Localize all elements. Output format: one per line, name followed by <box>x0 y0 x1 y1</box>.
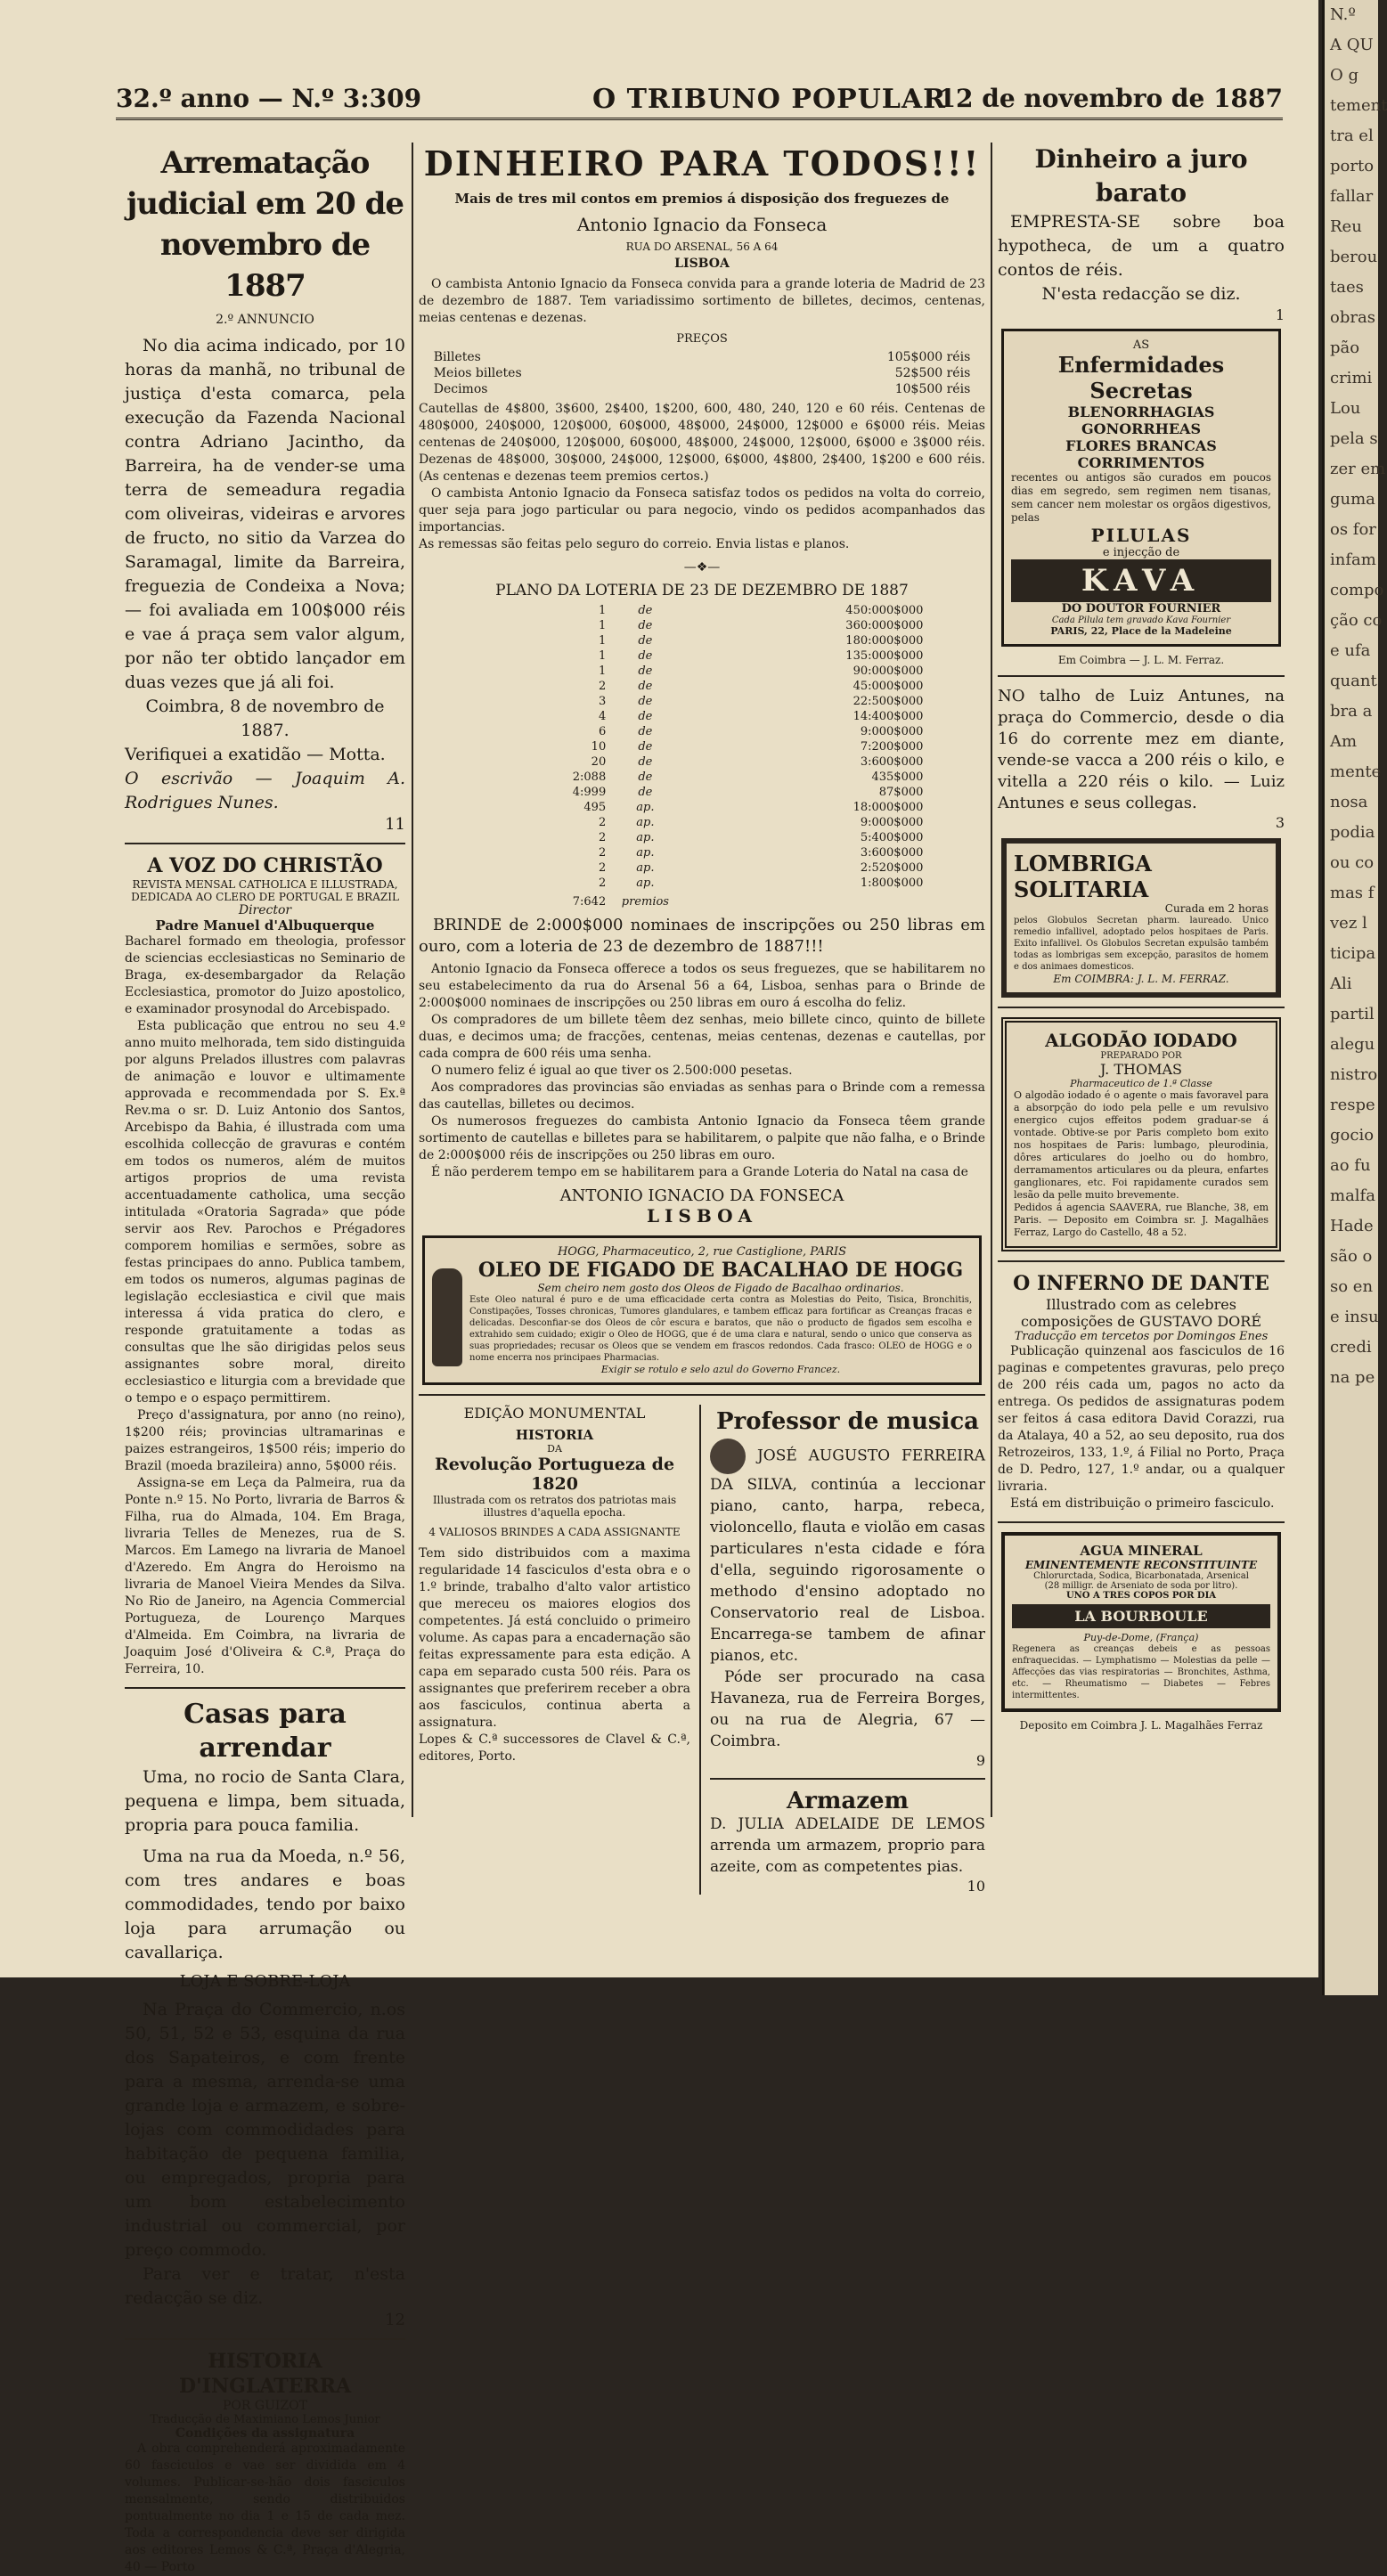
historia-body: A obra comprehenderá aproximadamente 60 fasciculos e vae ser dividida em 4 volumes. Publicar-se-hão dois fasciculos mensalmente, sendo distribuidos pontualmente no dia 1 e 15 de cada mez. Toda a correspondencia deve ser dirigida aos editores Lemos & C.ª, Praça d'Alegria, 40 — Porto <box>125 2441 405 2574</box>
plano-count: 2 <box>598 846 607 860</box>
table-row <box>476 845 929 860</box>
adjacent-page-fragment: tra el <box>1330 126 1374 145</box>
plano-value: 9:000$000 <box>860 816 924 829</box>
adjacent-page-fragment: na pe <box>1330 1368 1375 1387</box>
professor-title: Professor de musica <box>715 1408 980 1435</box>
kava-as: AS <box>1132 338 1150 352</box>
ad-number: 1 <box>1275 306 1285 323</box>
plano-value: 435$000 <box>871 770 924 784</box>
plano-mode: ap. <box>636 816 655 829</box>
table-row <box>476 648 929 664</box>
edicao-revol: Revolução Portugueza de 1820 <box>434 1455 675 1494</box>
divider <box>125 1687 405 1689</box>
table-row <box>476 770 929 785</box>
ad-number: 12 <box>385 2311 405 2329</box>
voz-sub1: REVISTA MENSAL CATHOLICA E ILLUSTRADA, <box>132 878 398 891</box>
lombriga-sub: Curada em 2 horas <box>1164 902 1269 915</box>
edicao-editors: Lopes & C.ª successores de Clavel & C.ª, editores, Porto. <box>419 1732 691 1764</box>
inferno-title: O INFERNO DE DANTE <box>1013 1272 1269 1295</box>
adjacent-page-fragment: e ufa <box>1330 641 1371 660</box>
kava-paris: PARIS, 22, Place de la Madeleine <box>1050 625 1232 637</box>
small-text-2: Os compradores de um billete têem dez senhas, meio billete cinco, quinto de billete duas, e decimos uma; de fracções, centenas, meias centenas, dezenas e cautellas, por cada compra de 600 réis uma senha. <box>419 1013 985 1061</box>
plano-count: 4 <box>598 710 607 723</box>
edicao-ad <box>419 1405 690 1895</box>
kava-l1: BLENORRHAGIAS <box>1067 404 1215 420</box>
precos-table <box>430 349 975 397</box>
table-row <box>476 633 929 648</box>
plano-mode: ap. <box>636 801 655 814</box>
plano-mode: de <box>638 649 653 663</box>
adjacent-page-fragment: fallar <box>1330 187 1374 206</box>
adjacent-page-fragment: alegu <box>1330 1035 1375 1054</box>
column-left <box>125 143 405 2574</box>
adjacent-page-fragment: ou co <box>1330 853 1375 872</box>
plano-table <box>476 603 929 891</box>
plano-count: 2:088 <box>572 770 607 784</box>
edicao-hist: HISTORIA <box>515 1427 594 1443</box>
hogg-top: HOGG, Pharmaceutico, 2, rue Castiglione, PARIS <box>557 1245 847 1259</box>
fonseca-city: LISBOA <box>674 257 730 271</box>
small-text-3: O numero feliz é igual ao que tiver os 2.500:000 pesetas. <box>431 1064 793 1078</box>
kava-coimbra: Em Coimbra — J. L. M. Ferraz. <box>1057 654 1225 666</box>
arrematacao-escrivao: O escrivão — Joaquim A. Rodrigues Nunes. <box>125 769 405 812</box>
hogg-sub: Sem cheiro nem gosto dos Oleos de Figado de Bacalhao ordinarios. <box>537 1282 904 1294</box>
plano-total-n: 7:642 <box>572 895 607 909</box>
voz-director-label: Director <box>238 903 292 917</box>
table-row <box>476 800 929 815</box>
divider <box>125 2338 405 2340</box>
inferno-trad: Traducção em tercetos por Domingos Enes <box>1014 1330 1269 1343</box>
historia-cond: Condições da assignatura <box>175 2426 355 2441</box>
adjacent-page-fragment: partil <box>1330 1005 1375 1023</box>
plano-mode: ap. <box>636 876 655 890</box>
kava-logo: KAVA <box>1011 559 1271 602</box>
armazem-title: Armazem <box>786 1788 910 1814</box>
table-row <box>476 709 929 724</box>
lombriga-coimbra: Em COIMBRA: J. L. M. FERRAZ. <box>1053 973 1229 985</box>
price-value: 52$500 réis <box>894 366 971 380</box>
plano-value: 87$000 <box>878 786 924 799</box>
plano-mode: de <box>638 786 653 799</box>
voz-body4: Assigna-se em Leça da Palmeira, rua da Ponte n.º 15. No Porto, livraria de Barros & Filha, rua do Almada, 104. Em Braga, livraria Telles de Menezes, rua de S. Marcos. Em Lamego na livraria de Manoel d'Azeredo. Em Angra do Heroismo na livraria de Manoel Vieira Mendes da Silva. No Rio de Janeiro, na Agencia Commercial Portugueza, de Lourenço Marques d'Almeida. Em Coimbra, na livraria de Joaquim José d'Oliveira & C.ª, Praça do Ferreira, 10. <box>125 1476 405 1676</box>
agua-mg: (28 milligr. de Arseniato de soda por litro). <box>1044 1581 1238 1591</box>
juro-where: N'esta redacção se diz. <box>1041 284 1241 304</box>
professor-body: JOSÉ AUGUSTO FERREIRA DA SILVA, continúa a leccionar piano, canto, harpa, rebeca, violoncello, flauta e violão em casas particulares n'esta cidade e fóra d'ella, seguindo rigorosamente o methodo d'ensino adoptado no Conservatorio real de Lisboa. Encarrega-se tambem de afinar pianos, etc. <box>710 1447 986 1665</box>
plano-count: 1 <box>598 619 607 632</box>
fonseca-name: Antonio Ignacio da Fonseca <box>576 214 828 235</box>
arrematacao-body: No dia acima indicado, por 10 horas da manhã, no tribunal de justiça d'esta comarca, pela execução da Fazenda Nacional contra Adriano Jacintho, da Barreira, ha de vender-se uma terra de semeadura regadia com oliveiras, videiras e arvores de fructo, no sitio da Varzea do Saramagal, limite da Barreira, freguezia de Condeixa a Nova; — foi avaliada em 100$000 réis e vae á praça sem valor algum, por não ter obtido lançador em duas vezes que já ali foi. <box>125 336 405 692</box>
plano-mode: ap. <box>636 846 655 860</box>
table-row <box>476 785 929 800</box>
plano-mode: de <box>638 770 653 784</box>
adjacent-page-fragment: tement <box>1330 96 1387 115</box>
adjacent-page-fragment: pão <box>1330 338 1360 357</box>
juro-title: Dinheiro a juro barato <box>1034 144 1248 208</box>
fonseca-signature-city: LISBOA <box>646 1205 758 1227</box>
plano-total <box>476 894 929 909</box>
voz-sub2: DEDICADA AO CLERO DE PORTUGAL E BRAZIL <box>131 891 399 903</box>
divider <box>125 843 405 844</box>
arrematacao-verif: Verifiquei a exatidão — Motta. <box>125 745 386 764</box>
plano-mode: de <box>638 634 653 648</box>
divider <box>998 1007 1285 1008</box>
fonseca-addr: RUA DO ARSENAL, 56 A 64 <box>625 240 779 253</box>
agua-body: Regenera as creanças debeis e as pessoas enfraquecidas. — Lymphatismo — Molestias da pelle — Affecções das vias respiratorias — Bronchites, Asthma, etc. — Rheumatismo — Diabetes — Febres intermittentes. <box>1012 1644 1270 1700</box>
agua-name: LA BOURBOULE <box>1012 1604 1270 1628</box>
kava-dr: DO DOUTOR FOURNIER <box>1061 602 1221 615</box>
voz-body1: Bacharel formado em theologia, professor de sciencias ecclesiasticas no Seminario de Braga, ex-desembargador da Relação Ecclesiastica, promotor do Juizo apostolico, e examinador prosynodal do Arcebispado. <box>125 934 405 1016</box>
adjacent-page-fragment: Ali <box>1330 974 1352 993</box>
algodao-name: J. THOMAS <box>1100 1061 1182 1078</box>
agua-dose: UNO A TRES COPOS POR DIA <box>1065 1591 1217 1601</box>
plano-value: 135:000$000 <box>845 649 924 663</box>
edicao-brindes: 4 VALIOSOS BRINDES A CADA ASSIGNANTE <box>428 1526 681 1538</box>
plano-mode: de <box>638 680 653 693</box>
adjacent-page-fragment: crimi <box>1330 369 1373 387</box>
table-row <box>430 349 975 365</box>
voz-title: A VOZ DO CHRISTÃO <box>147 854 383 877</box>
table-row <box>476 739 929 754</box>
divider <box>998 675 1285 677</box>
voz-body2: Esta publicação que entrou no seu 4.º anno muito melhorada, tem sido distinguida por alguns Prelados illustres com palavras de animação e louvor e ultimamente approvada e recommendada por S. Ex.ª Rev.ma o sr. D. Luiz Antonio dos Santos, Arcebispo da Bahia, é illustrada com uma escolhida collecção de gravuras e contém em todos os numeros, além de muitos artigos proprios de uma revista accentuadamente catholica, uma secção intitulada «Oratoria Sagrada» que póde servir aos Rev. Parochos e Prégadores comporem homilias e sermões, sobre as festas principaes do anno. Publica tambem, em todos os numeros, algumas paginas de legislação ecclesiastica e civil que mais interessa á vida pratica do clero, e responde gratuitamente a todas as consultas que lhe são dirigidas pelos seus assignantes sobre moral, direito ecclesiastico e liturgia com a brevidade que o tempo e o espaço permittirem. <box>125 1019 405 1406</box>
adjacent-page-fragment: compo <box>1330 581 1384 599</box>
divider <box>419 1394 985 1396</box>
plano-count: 1 <box>598 664 607 678</box>
inferno-body: Publicação quinzenal aos fasciculos de 16 paginas e competentes gravuras, pelo preço de 200 réis cada um, pagos no acto da entrega. Os pedidos de assignaturas podem ser feitos á casa editora David Corazzi, rua da Atalaya, 40 a 52, ao seu deposito, rua dos Retrozeiros, 133, 1.º, á Filial no Porto, Praça de D. Pedro, 127, 1.º andar, ou a qualquer livraria. <box>998 1344 1285 1494</box>
precos-label: PREÇOS <box>676 332 728 346</box>
plano-count: 4:999 <box>572 786 607 799</box>
adjacent-page-fragment: respe <box>1330 1096 1375 1114</box>
masthead <box>116 82 1283 120</box>
talho-body: NO talho de Luiz Antunes, na praça do Commercio, desde o dia 16 do corrente mez em diante, vende-se vacca a 200 réis o kilo, e vitella a 220 réis o kilo. — Luiz Antunes e seus collegas. <box>998 687 1285 812</box>
plano-value: 450:000$000 <box>845 604 924 617</box>
arrematacao-sub: 2.º ANNUNCIO <box>216 313 314 327</box>
adjacent-page-fragment: podia <box>1330 823 1375 842</box>
plano-total-label: premios <box>621 895 669 909</box>
adjacent-page-fragment: ticipa <box>1330 944 1376 963</box>
plano-value: 5:400$000 <box>860 831 924 844</box>
plano-mode: de <box>638 725 653 738</box>
adjacent-page-fragment: mente <box>1330 762 1382 781</box>
algodao-ad <box>1001 1017 1281 1251</box>
plano-value: 3:600$000 <box>860 755 924 769</box>
casas-p4: Para ver e tratar, n'esta redacção se diz. <box>125 2264 405 2308</box>
algodao-body: O algodão iodado é o agente o mais favoravel para a absorpção do iodo pela pelle e um revulsivo energico cujos effeitos podem graduar-se á vontade. Obtive-se por Paris completo bom exito nos hospitaes de Paris: lumbago, pleurodinia, dôres articulares do joelho ou do hombro, derramamentos articulares ou da pleura, enfartes ganglionares, etc. Foi rapidamente curados sem lesão da pelle muito brevemente. <box>1014 1089 1269 1201</box>
plano-count: 1 <box>598 634 607 648</box>
plano-count: 2 <box>598 876 607 890</box>
agua-ad <box>1001 1532 1281 1712</box>
adjacent-page-fragment: quant <box>1330 672 1377 690</box>
armazem-body: D. JULIA ADELAIDE DE LEMOS arrenda um armazem, proprio para azeite, com as competentes pias. <box>710 1815 986 1876</box>
price-item: Decimos <box>433 382 488 396</box>
adjacent-page-fragment: N.º <box>1330 5 1356 24</box>
adjacent-page-fragment: ção co <box>1330 611 1383 630</box>
plano-count: 1 <box>598 649 607 663</box>
plano-count: 3 <box>598 695 607 708</box>
adjacent-page-fragment: pela s <box>1330 429 1378 448</box>
casas-p3: Na Praça do Commercio, n.os 50, 51, 52 e 53, esquina da rua dos Sapateiros, e com frente para a mesma, arrenda-se uma grande loja e armazem, e sobre-lojas com commodidades para habitação de pequena familia, ou empregados, propria para um bom estabelecimento industrial ou commercial, por preço commodo. <box>125 2000 405 2260</box>
table-row <box>476 694 929 709</box>
dinheiro-sub: Mais de tres mil contos em premios á disposição dos freguezes de <box>454 191 950 207</box>
table-row <box>476 724 929 739</box>
plano-mode: de <box>638 619 653 632</box>
plano-value: 9:000$000 <box>860 725 924 738</box>
adjacent-page-fragment: so en <box>1330 1277 1374 1296</box>
adjacent-page-fragment: vez l <box>1330 914 1367 933</box>
agua-title: AGUA MINERAL <box>1080 1543 1203 1559</box>
adjacent-page-fragment: Lou <box>1330 399 1361 418</box>
table-row <box>476 876 929 891</box>
newspaper-title: O TRIBUNO POPULAR <box>592 84 947 115</box>
issue-date: 12 de novembro de 1887 <box>938 84 1283 113</box>
table-row <box>430 365 975 381</box>
adjacent-page-fragment: Hade <box>1330 1217 1374 1235</box>
agua-sub: EMINENTEMENTE RECONSTITUINTE <box>1024 1559 1258 1571</box>
professor-ad <box>710 1405 985 1895</box>
column-rule-2 <box>991 143 992 1817</box>
column-center <box>419 143 986 1895</box>
loja-title: LOJA E SOBRE-LOJA <box>179 1972 351 1991</box>
casas-title: Casas para arrendar <box>184 1699 347 1764</box>
plano-value: 2:520$000 <box>860 861 924 875</box>
dinheiro-note1: O cambista Antonio Ignacio da Fonseca satisfaz todos os pedidos na volta do correio, quer seja para jogo particular ou para negocio, vindo os pedidos acompanhados das importancias. <box>419 486 985 534</box>
algodao-depot: Pedidos á agencia SAAVERA, rue Blanche, 38, em Paris. — Deposito em Coimbra sr. J. Magalhães Ferraz, Largo do Castello, 48 a 52. <box>1014 1202 1269 1238</box>
small-text-1: Antonio Ignacio da Fonseca offerece a todos os seus freguezes, que se habilitarem no seu estabelecimento da rua do Arsenal 56 a 64, Lisboa, senhas para o Brinde de 2:000$000 nominaes de inscripções ou 250 libras em ouro á escolha do feliz. <box>419 962 985 1010</box>
prices-text: Cautellas de 4$800, 3$600, 2$400, 1$200, 600, 480, 240, 120 e 60 réis. Centenas de 480$000, 240$000, 120$000, 60$000, 48$000, 24$000, 12$000 e 6$000 réis. Meias centenas de 240$000, 120$000, 60$000, 48$000, 24$000, 12$000, 6$000 e 3$000 réis. Dezenas de 48$000, 30$000, 24$000, 12$000, 6$000, 4$800, 2$400, 1$200 e 600 réis. (As centenas e dezenas teem premios certos.) <box>419 402 985 484</box>
adjacent-page-fragment: berou <box>1330 248 1378 266</box>
plano-count: 2 <box>598 861 607 875</box>
plano-count: 10 <box>591 740 607 754</box>
ornament-divider: —❖— <box>683 560 721 575</box>
column-rule-1 <box>412 143 413 1817</box>
plano-value: 180:000$000 <box>845 634 924 648</box>
arrematacao-place: Coimbra, 8 de novembro de 1887. <box>145 697 385 740</box>
plano-mode: de <box>638 755 653 769</box>
divider <box>710 1778 985 1780</box>
algodao-title: ALGODÃO IODADO <box>1045 1030 1237 1051</box>
casas-p2: Uma na rua da Moeda, n.º 56, com tres andares e boas commodidades, tendo por baixo loja para arrumação ou cavallariça. <box>125 1846 405 1962</box>
plano-count: 2 <box>598 831 607 844</box>
plano-value: 3:600$000 <box>860 846 924 860</box>
adjacent-page-fragment: os for <box>1330 520 1376 539</box>
kava-injec: e injecção de <box>1102 546 1180 559</box>
adjacent-page-fragment: infam <box>1330 550 1376 569</box>
lombriga-body: pelos Globulos Secretan pharm. laureado. Unico remedio infallivel, adoptado pelos hospitaes de Paris. Exito infallivel. Os Globulos Secretan expulsão também todas as lombrigas sem excepção, parasitos de homem e dos animaes domesticos. <box>1014 916 1269 972</box>
kava-l3: FLORES BRANCAS <box>1065 437 1217 454</box>
adjacent-page-fragment: nosa <box>1330 793 1368 811</box>
adjacent-page-fragment: Am <box>1330 732 1358 751</box>
agua-comp: Chlorurctada, Sodica, Bicarbonatada, Arsenical <box>1033 1571 1249 1581</box>
table-row <box>476 815 929 830</box>
plano-count: 2 <box>598 680 607 693</box>
adjacent-page-fragment: porto <box>1330 157 1375 175</box>
adjacent-page-fragment: Reu <box>1330 217 1362 236</box>
plano-value: 360:000$000 <box>845 619 924 632</box>
seal-icon <box>710 1439 746 1474</box>
adjacent-page-fragment: guma <box>1330 490 1375 509</box>
adjacent-page-fragment: credi <box>1330 1338 1372 1357</box>
edicao-illus: Illustrada com os retratos dos patriotas mais illustres d'aquella epocha. <box>432 1494 677 1519</box>
arrematacao-title: Arrematação judicial em 20 de novembro de 1887 <box>126 145 404 304</box>
issue-number: 32.º anno — N.º 3:309 <box>116 84 422 113</box>
table-row <box>476 894 929 909</box>
plano-count: 20 <box>591 755 607 769</box>
dinheiro-note2: As remessas são feitas pelo seguro do correio. Envia listas e planos. <box>419 537 850 551</box>
voz-body3: Preço d'assignatura, por anno (no reino), 1$200 réis; provincias ultramarinas e paizes estrangeiros, 1$500 réis; imperio do Brazil (moeda brazileira) anno, 5$000 réis. <box>125 1408 405 1473</box>
table-row <box>476 664 929 679</box>
voz-director: Padre Manuel d'Albuquerque <box>155 917 375 933</box>
adjacent-page-fragment: ao fu <box>1330 1156 1371 1175</box>
ad-number: 3 <box>1275 814 1285 831</box>
plano-value: 14:400$000 <box>853 710 924 723</box>
ad-number: 11 <box>385 815 405 834</box>
plano-count: 495 <box>583 801 607 814</box>
plano-mode: ap. <box>636 861 655 875</box>
price-item: Meios billetes <box>433 366 522 380</box>
kava-body: recentes ou antigos são curados em poucos dias em segredo, sem regimen nem tisanas, sem cancer nem molestar os orgãos digestivos, pelas <box>1011 471 1271 524</box>
inferno-sub: Illustrado com as celebres composições de GUSTAVO DORÉ <box>1020 1296 1262 1330</box>
adjacent-page-fragment: gocio <box>1330 1126 1375 1145</box>
small-text-6: É não perderem tempo em se habilitarem para a Grande Loteria do Natal na casa de <box>431 1165 968 1179</box>
plano-title: PLANO DA LOTERIA DE 23 DE DEZEMBRO DE 1887 <box>495 582 909 599</box>
plano-value: 18:000$000 <box>853 801 924 814</box>
column-rule-inner <box>699 1405 701 1895</box>
table-row <box>476 830 929 845</box>
table-row <box>476 618 929 633</box>
plano-mode: ap. <box>636 831 655 844</box>
dinheiro-title: DINHEIRO PARA TODOS!!! <box>423 143 981 183</box>
table-row <box>476 679 929 694</box>
plano-count: 6 <box>598 725 607 738</box>
kava-pilulas: PILULAS <box>1090 525 1192 546</box>
juro-body: EMPRESTA-SE sobre boa hypotheca, de um a quatro contos de réis. <box>998 212 1285 280</box>
divider <box>998 1521 1285 1523</box>
adjacent-page-fragment: mas f <box>1330 884 1375 902</box>
adjacent-page-fragment: taes <box>1330 278 1364 297</box>
price-value: 105$000 réis <box>886 350 971 364</box>
inferno-distr: Está em distribuição o primeiro fasciculo. <box>1010 1496 1275 1511</box>
plano-value: 1:800$000 <box>860 876 924 890</box>
plano-value: 90:000$000 <box>853 664 924 678</box>
edicao-title: EDIÇÃO MONUMENTAL <box>463 1405 646 1422</box>
brinde-text: BRINDE de 2:000$000 nominaes de inscripções ou 250 libras em ouro, com a loteria de 23 de dezembro de 1887!!! <box>419 916 985 956</box>
plano-count: 2 <box>598 816 607 829</box>
dinheiro-intro: O cambista Antonio Ignacio da Fonseca convida para a grande loteria de Madrid de 23 de dezembro de 1887. Tem variadissimo sortimento de billetes, decimos, centenas, meias centenas e dezenas. <box>419 277 985 325</box>
casas-p1: Uma, no rocio de Santa Clara, pequena e limpa, bem situada, propria para pouca familia. <box>125 1767 405 1835</box>
plano-mode: de <box>638 710 653 723</box>
hogg-title: OLEO DE FIGADO DE BACALHAO DE HOGG <box>477 1259 964 1282</box>
kava-dr-sub: Cada Pilula tem gravado Kava Fournier <box>1051 615 1231 625</box>
kava-ad <box>1001 329 1281 647</box>
adjacent-page-fragment: nistro <box>1330 1065 1378 1084</box>
historia-title: HISTORIA D'INGLATERRA <box>178 2350 352 2398</box>
agua-place: Puy-de-Dome, (França) <box>1083 1632 1199 1643</box>
table-row <box>476 603 929 618</box>
table-row <box>476 860 929 876</box>
column-right <box>998 143 1285 1835</box>
adjacent-page-fragment: obras <box>1330 308 1375 327</box>
algodao-prep: PREPARADO POR <box>1100 1051 1182 1061</box>
historia-por: POR GUIZOT <box>223 2399 307 2413</box>
adjacent-page <box>1322 0 1387 1995</box>
small-text-5: Os numerosos freguezes do cambista Antonio Ignacio da Fonseca têem grande sortimento de cautellas e billetes para se habilitarem, o palpite que não falha, e o Brinde de 2:000$000 réis de inscripções ou 250 libras em ouro. <box>419 1114 985 1162</box>
adjacent-page-fragment: malfa <box>1330 1186 1375 1205</box>
adjacent-page-fragment: zer em <box>1330 460 1386 478</box>
edicao-da: DA <box>547 1443 562 1455</box>
adjacent-page-fragment: A QU <box>1330 36 1374 54</box>
plano-count: 1 <box>598 604 607 617</box>
agua-depot: Deposito em Coimbra J. L. Magalhães Ferraz <box>1019 1719 1263 1732</box>
historia-trad: Traducção de Maximiano Lemos Junior <box>150 2413 380 2426</box>
price-item: Billetes <box>433 350 481 364</box>
hogg-ad <box>422 1235 982 1385</box>
lombriga-title: LOMBRIGA SOLITARIA <box>1014 851 1152 902</box>
table-row <box>430 381 975 397</box>
kava-l4: CORRIMENTOS <box>1077 454 1205 471</box>
hogg-body: Este Oleo natural é puro e de uma efficacidade certa contra as Molestias do Peito, Tisica, Bronchitis, Constipações, Tosses chronicas, Tumores glandulares, e tambem efficaz para fortificar as Creanças fracas e delicadas. Desconfiar-se dos Oleos de côr escura e baratos, que não o producto de figados sem escolha e extrahido sem cuidado; exigir o Oleo de HOGG, que é de uma clara e natural, sendo o unico que conserva as suas propriedades; recusar os Oleos que se vendem em frascos redondos. Cada frasco: OLEO de HOGG e o nome encerra nos principaes Pharmacias. <box>469 1295 972 1363</box>
ad-number: 9 <box>975 1752 986 1769</box>
edicao-body: Tem sido distribuidos com a maxima regularidade 14 fasciculos d'esta obra e o 1.º brinde, trabalho d'alto valor artistico que mereceu os maiores elogios dos competentes. Já está concluido o primeiro volume. As capas para a encadernação são feitas expressamente para esta edição. A capa em separado custa 500 réis. Para os assignantes que preferirem receber a obra aos fasciculos, continua aberta a assignatura. <box>419 1546 691 1730</box>
table-row <box>476 754 929 770</box>
adjacent-page-fragment: bra a <box>1330 702 1373 721</box>
plano-value: 45:000$000 <box>853 680 924 693</box>
kava-l2: GONORRHEAS <box>1081 420 1202 437</box>
ad-number: 10 <box>967 1878 986 1895</box>
price-value: 10$500 réis <box>894 382 971 396</box>
divider <box>998 1260 1285 1262</box>
bottle-icon <box>432 1268 462 1366</box>
lombriga-ad <box>1001 838 1281 998</box>
small-text-4: Aos compradores das provincias são enviadas as senhas para o Brinde com a remessa das cautellas, billetes ou decimos. <box>419 1080 985 1112</box>
adjacent-page-fragment: são o <box>1330 1247 1373 1266</box>
professor-addr: Póde ser procurado na casa Havaneza, rua de Ferreira Borges, ou na rua de Alegria, 67 — Coimbra. <box>710 1668 986 1750</box>
plano-mode: de <box>638 664 653 678</box>
adjacent-page-fragment: O g <box>1330 66 1359 85</box>
plano-value: 7:200$000 <box>860 740 924 754</box>
hogg-foot: Exigir se rotulo e selo azul do Governo Francez. <box>600 1364 841 1375</box>
kava-title: Enfermidades Secretas <box>1057 352 1225 404</box>
plano-value: 22:500$000 <box>853 695 924 708</box>
plano-mode: de <box>638 604 653 617</box>
algodao-sub: Pharmaceutico de 1.ª Classe <box>1070 1078 1212 1089</box>
plano-mode: de <box>638 695 653 708</box>
plano-mode: de <box>638 740 653 754</box>
fonseca-signature: ANTONIO IGNACIO DA FONSECA <box>559 1186 844 1205</box>
adjacent-page-fragment: e insu <box>1330 1308 1379 1326</box>
